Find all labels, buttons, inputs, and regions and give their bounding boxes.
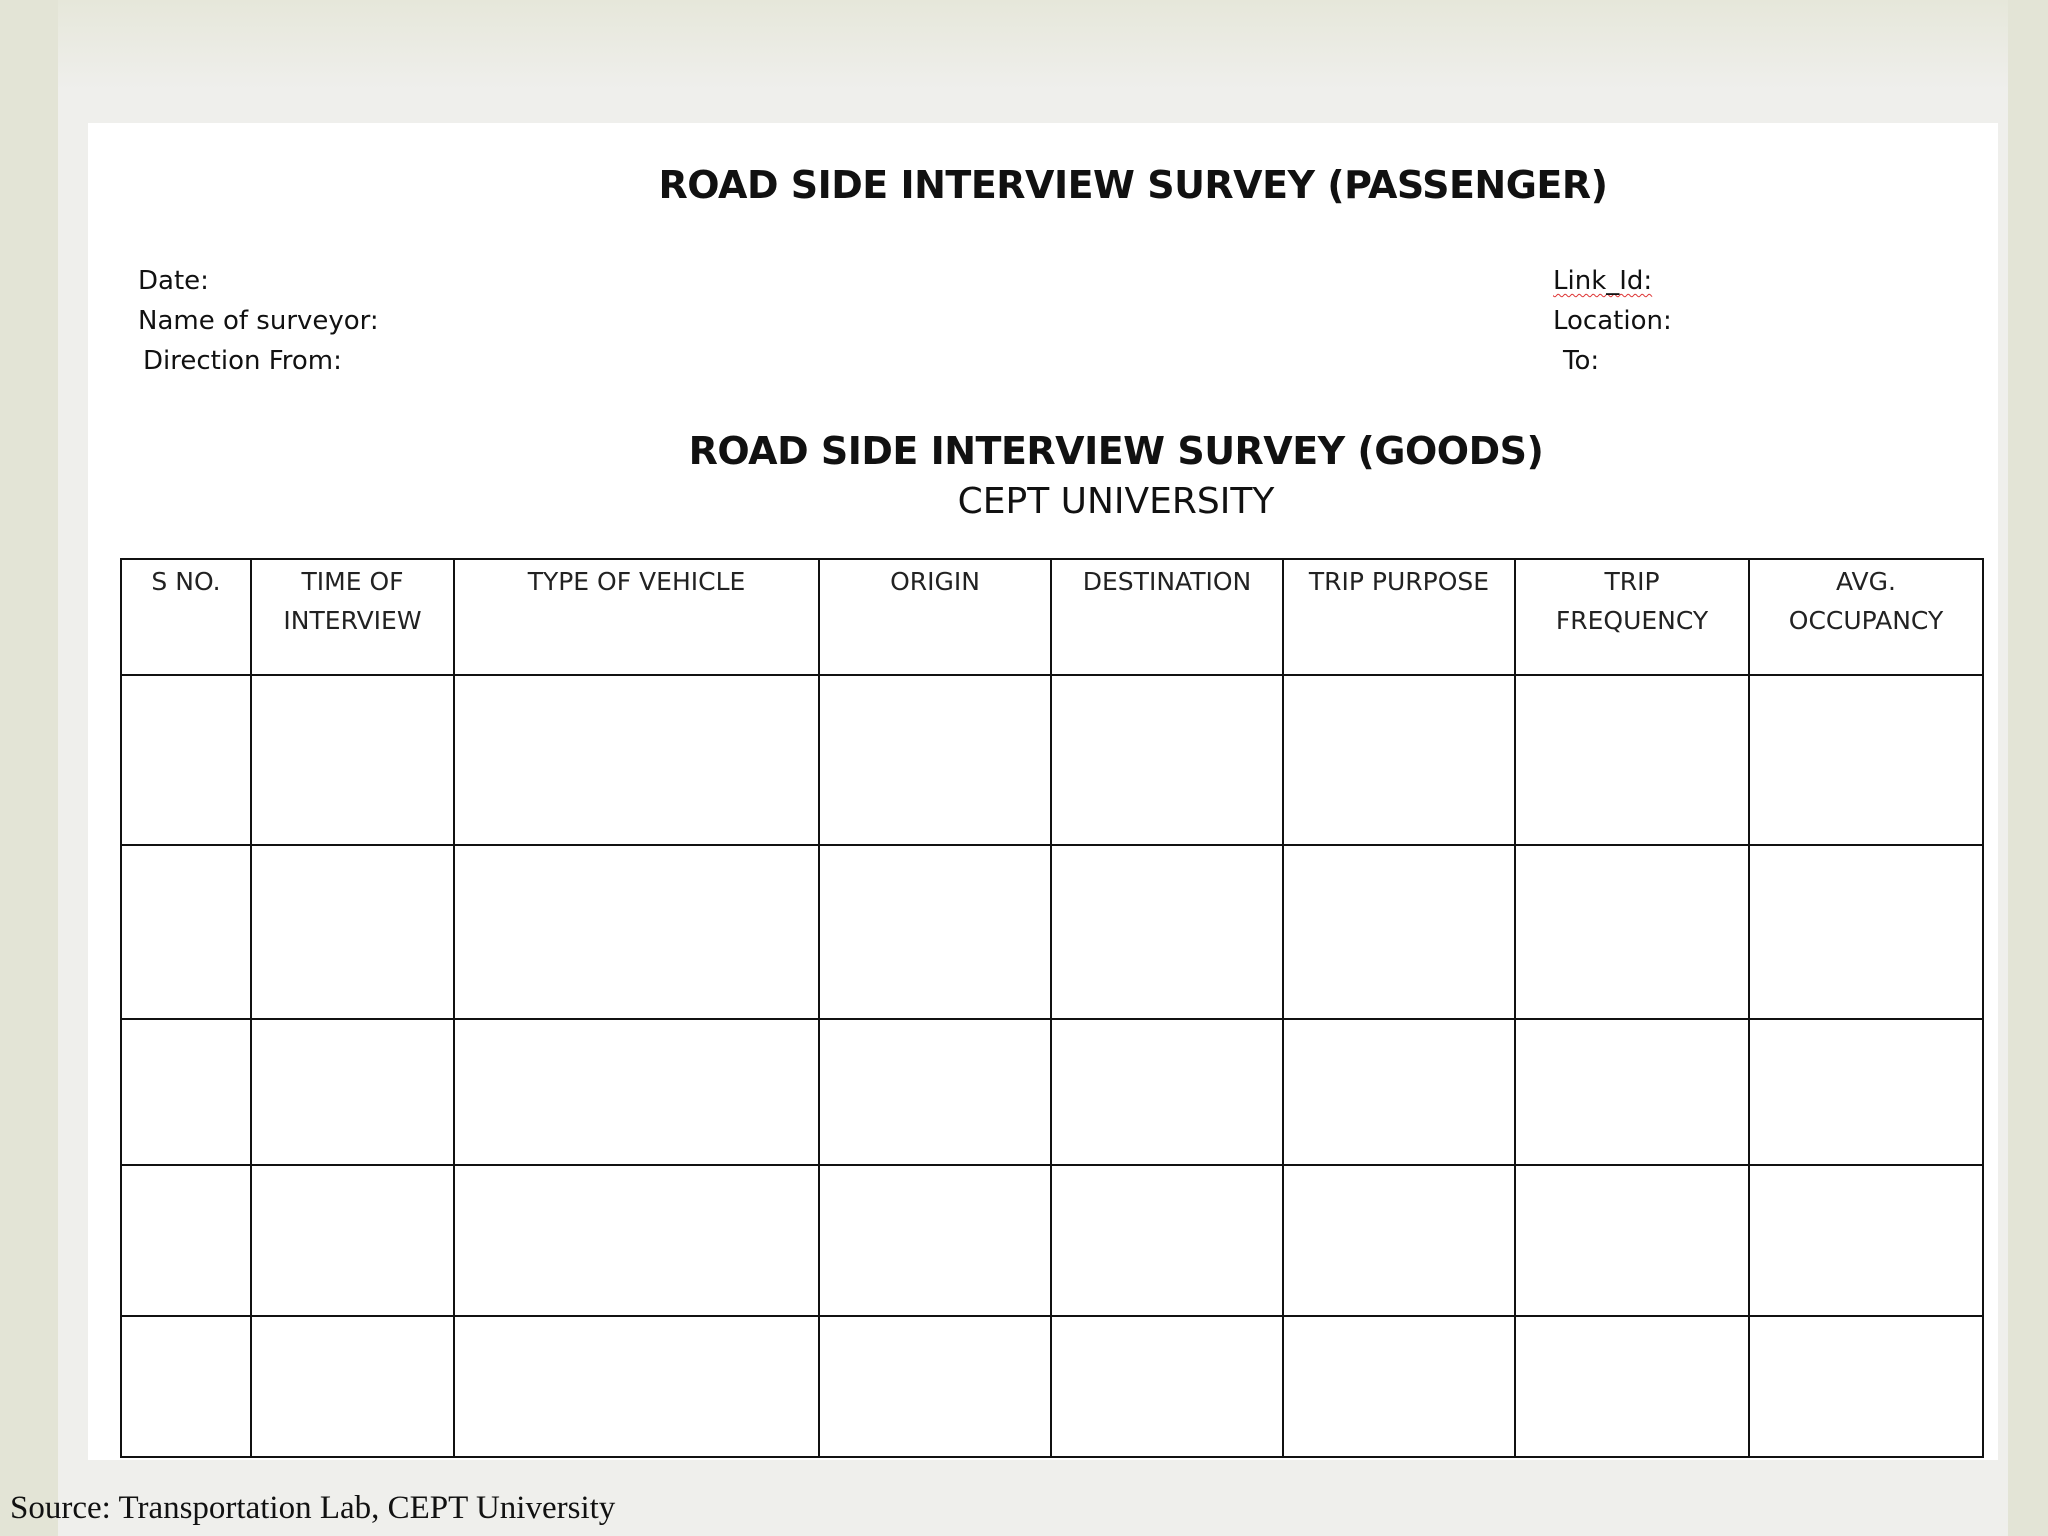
table-cell (1051, 1019, 1283, 1165)
header-avg-occupancy: AVG. OCCUPANCY (1749, 559, 1983, 675)
table-cell (819, 1316, 1051, 1457)
table-cell (251, 675, 454, 845)
surveyor-label: Name of surveyor: (138, 306, 379, 336)
table-cell (454, 1019, 819, 1165)
table-cell (454, 845, 819, 1019)
table-cell (454, 675, 819, 845)
table-cell (819, 675, 1051, 845)
table-cell (819, 1019, 1051, 1165)
table-row (121, 1316, 1983, 1457)
table-cell (251, 1019, 454, 1165)
table-cell (251, 845, 454, 1019)
table-cell (819, 845, 1051, 1019)
table-cell (1749, 1316, 1983, 1457)
table-cell (121, 1165, 251, 1316)
table-cell (1515, 675, 1749, 845)
header-type-of-vehicle: TYPE OF VEHICLE (454, 559, 819, 675)
table-cell (1283, 1316, 1515, 1457)
table-cell (1749, 1019, 1983, 1165)
header-destination: DESTINATION (1051, 559, 1283, 675)
form-fields-left (138, 261, 379, 381)
survey-table (120, 558, 1984, 1458)
header-s-no: S NO. (121, 559, 251, 675)
subtitle-university: CEPT UNIVERSITY (957, 481, 1275, 522)
table-row (121, 675, 1983, 845)
header-trip-frequency: TRIP FREQUENCY (1515, 559, 1749, 675)
direction-from-label: Direction From: (143, 346, 342, 376)
table-row (121, 1019, 1983, 1165)
table-cell (251, 1316, 454, 1457)
table-cell (121, 845, 251, 1019)
table-cell (121, 1019, 251, 1165)
table-cell (1749, 845, 1983, 1019)
table-cell (251, 1165, 454, 1316)
table-cell (121, 1316, 251, 1457)
link-id-label: Link_Id: (1553, 266, 1653, 296)
form-fields-right (1553, 261, 1672, 381)
title-passenger: ROAD SIDE INTERVIEW SURVEY (PASSENGER) (658, 163, 1608, 207)
table-cell (1283, 675, 1515, 845)
table-cell (1283, 845, 1515, 1019)
date-label: Date: (138, 266, 209, 296)
table-cell (1515, 845, 1749, 1019)
table-cell (1515, 1019, 1749, 1165)
title-goods: ROAD SIDE INTERVIEW SURVEY (GOODS) (688, 429, 1544, 473)
table-row (121, 1165, 1983, 1316)
table-row (121, 845, 1983, 1019)
table-cell (1051, 675, 1283, 845)
table-cell (1051, 845, 1283, 1019)
table-cell (1749, 1165, 1983, 1316)
table-cell (1051, 1316, 1283, 1457)
table-cell (1283, 1019, 1515, 1165)
to-label: To: (1563, 346, 1600, 376)
table-cell (454, 1165, 819, 1316)
table-cell (121, 675, 251, 845)
table-cell (1515, 1316, 1749, 1457)
table-cell (1051, 1165, 1283, 1316)
table-cell (1515, 1165, 1749, 1316)
header-time-of-interview: TIME OF INTERVIEW (251, 559, 454, 675)
table-header-row (121, 559, 1983, 675)
table-cell (819, 1165, 1051, 1316)
source-caption: Source: Transportation Lab, CEPT University (10, 1490, 616, 1526)
table-cell (1283, 1165, 1515, 1316)
table-cell (1749, 675, 1983, 845)
table-cell (454, 1316, 819, 1457)
header-trip-purpose: TRIP PURPOSE (1283, 559, 1515, 675)
header-origin: ORIGIN (819, 559, 1051, 675)
location-label: Location: (1553, 306, 1672, 336)
survey-form-sheet (88, 123, 1998, 1460)
